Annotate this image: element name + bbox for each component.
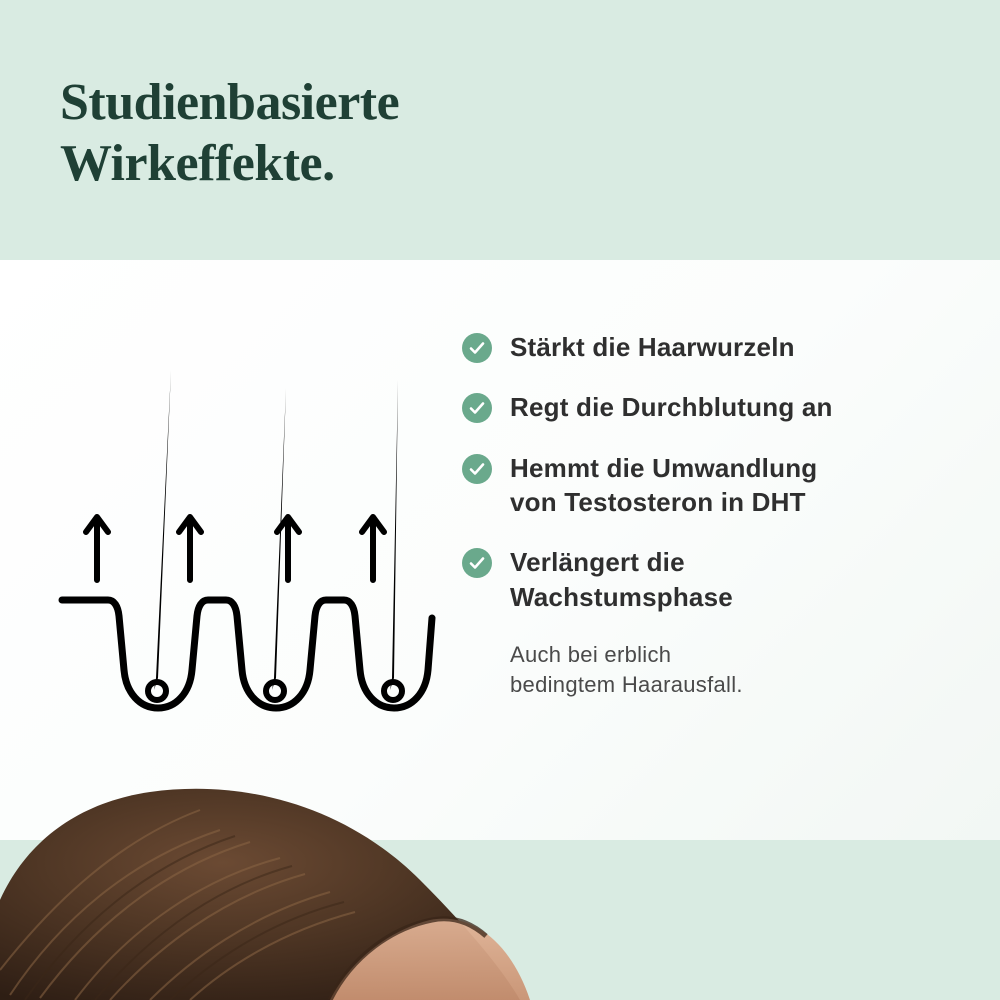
follicle-icon — [40, 360, 440, 740]
benefit-label: Verlängert die Wachstumsphase — [510, 547, 733, 612]
list-item — [462, 451, 982, 520]
headline-line-1: Studienbasierte — [60, 74, 400, 131]
benefits-list — [462, 330, 982, 699]
header-band — [0, 0, 1000, 260]
benefits-footnote: Auch bei erblich bedingtem Haarausfall. — [510, 641, 743, 697]
benefit-label: Stärkt die Haarwurzeln — [510, 332, 795, 362]
check-icon — [462, 548, 492, 578]
list-item — [462, 390, 982, 424]
benefit-label: Regt die Durchblutung an — [510, 392, 833, 423]
check-icon — [462, 393, 492, 423]
page-title — [60, 72, 399, 195]
check-icon — [462, 333, 492, 363]
check-icon — [462, 454, 492, 484]
hair-follicle-growth-illustration — [40, 360, 440, 740]
list-item — [462, 330, 982, 364]
content-card — [0, 260, 1000, 840]
list-item — [462, 545, 982, 614]
mans-hair-photo — [0, 770, 600, 1000]
benefit-label: Hemmt die Umwandlung von Testosteron in DHT — [510, 452, 818, 517]
headline-line-2: Wirkeffekte. — [60, 135, 335, 193]
